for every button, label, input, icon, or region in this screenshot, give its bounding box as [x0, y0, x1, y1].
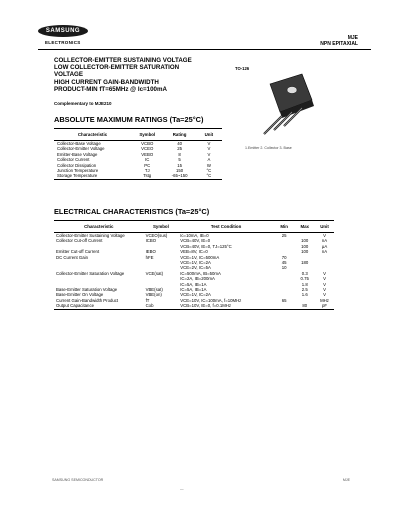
table-cell: 100	[301, 238, 309, 244]
table-cell: IEBO	[145, 249, 156, 255]
col-header: Characteristic	[54, 221, 144, 233]
table-cell: VCB=40V, IE=0, TJ=125°C	[180, 243, 232, 249]
table-cell: V	[323, 287, 326, 293]
table-cell: 25	[281, 233, 287, 238]
col-header: Test Condition	[178, 221, 274, 233]
table-cell: Cob	[144, 303, 179, 309]
table-cell: 100	[301, 243, 309, 249]
table-cell: V	[323, 292, 326, 298]
logo-subtitle: ELECTRONICS	[45, 40, 81, 45]
table-cell: Emitter-Base Voltage	[57, 151, 98, 157]
absolute-maximum-ratings-table	[54, 128, 222, 180]
table-cell: Collector Cut-off Current	[56, 238, 103, 244]
ec-heading: ELECTRICAL CHARACTERISTICS (Ta=25°C)	[54, 207, 210, 216]
table-cell: VEBO	[141, 151, 154, 157]
table-cell: Current Gain-Bandwidth Product	[56, 297, 119, 303]
table-row	[54, 303, 334, 309]
table-cell: 5	[178, 157, 181, 163]
samsung-logo	[38, 25, 88, 37]
part-number	[320, 35, 358, 47]
col-header: Symbol	[144, 221, 179, 233]
table-cell: V	[323, 270, 326, 276]
table-cell: 0.3	[301, 270, 308, 276]
part-line-2: NPN EPITAXIAL	[320, 41, 358, 47]
to126-package-drawing	[240, 70, 330, 142]
title-line: HIGH CURRENT GAIN-BANDWIDTH	[54, 78, 159, 86]
table-cell: VCE=1V, IC=500mA	[180, 254, 220, 260]
table-cell: VCB=40V, IE=0	[180, 238, 211, 244]
table-cell: Collector-Emitter Saturation Voltage	[56, 270, 125, 276]
table-cell: 1.8	[301, 281, 308, 287]
table-cell: V	[323, 276, 326, 282]
table-cell: 100	[301, 249, 309, 255]
col-header: Rating	[163, 129, 195, 141]
table-cell: Ic=10mA, IB=0	[180, 233, 209, 238]
table-cell: μA	[321, 243, 328, 249]
col-header: Characteristic	[54, 129, 131, 141]
table-cell: nA	[321, 249, 328, 255]
table-cell: VCE(sat)	[145, 270, 164, 276]
complementary-note: Complementary to MJE210	[54, 101, 112, 106]
table-row	[54, 173, 222, 179]
table-header-row	[54, 221, 334, 233]
table-cell: Collector Dissipation	[57, 162, 97, 168]
table-cell: 65	[281, 297, 287, 303]
table-cell: VBE(on)	[145, 292, 162, 298]
table-cell: MHz	[320, 297, 329, 303]
col-header: Min	[274, 221, 295, 233]
title-line: COLLECTOR-EMITTER SUSTAINING VOLTAGE	[54, 57, 192, 64]
table-cell: VCE=1V, IC=2A	[180, 260, 211, 266]
table-cell: 25	[177, 146, 182, 152]
amr-heading: ABSOLUTE MAXIMUM RATINGS (Ta=25°C)	[54, 115, 204, 124]
table-cell: DC Current Gain	[56, 254, 88, 260]
col-header: Unit	[315, 221, 334, 233]
table-cell: 45	[281, 260, 287, 266]
part-line-1: MJE	[347, 35, 358, 41]
table-cell: °C	[196, 173, 222, 179]
feature-titles	[54, 57, 192, 93]
table-cell: VCE=10V, IC=100mA, f=10MHz	[180, 297, 242, 303]
col-header: Unit	[196, 129, 222, 141]
table-cell: VCEO(sus)	[145, 233, 168, 238]
footer-right: MJE	[342, 478, 350, 482]
table-header-row	[54, 129, 222, 141]
table-cell: IC=500mA, IB=50mA	[180, 270, 221, 276]
table-cell: Output Capacitance	[54, 303, 144, 309]
table-cell: 180	[301, 260, 309, 266]
table-cell: V	[323, 233, 326, 238]
table-cell	[274, 303, 295, 309]
table-cell: nA	[321, 238, 328, 244]
table-cell: 40	[177, 141, 182, 146]
logo-text: SAMSUNG	[45, 28, 81, 34]
electrical-characteristics-table	[54, 220, 334, 310]
table-cell: °C	[206, 168, 212, 174]
table-cell: 1.6	[301, 292, 308, 298]
table-cell: VCB=10V, IE=0, f=0.1MHz	[178, 303, 274, 309]
table-cell: V	[207, 146, 211, 152]
table-cell: IC	[145, 157, 150, 163]
title-line: LOW COLLECTOR-EMITTER SATURATION	[54, 64, 180, 72]
table-cell: V	[207, 151, 211, 157]
table-cell: IC=5A, IB=1A	[180, 287, 207, 293]
table-cell: V	[207, 141, 211, 146]
header-rule	[38, 49, 371, 50]
footer-left: SAMSUNG SEMICONDUCTOR	[52, 478, 104, 482]
table-cell: -65~150	[163, 173, 195, 179]
table-cell: W	[206, 162, 211, 168]
table-cell: VCE=2V, IC=5A	[180, 265, 211, 271]
footer-center: —	[180, 487, 184, 491]
table-cell: Base-Emitter On Voltage	[56, 292, 104, 298]
title-line: VOLTAGE	[54, 71, 83, 79]
table-cell: IC=2A, IB=200mA	[180, 276, 215, 282]
table-cell: VEB=8V, IC=0	[180, 249, 208, 255]
table-cell: VCBO	[141, 141, 154, 146]
table-cell: 70	[281, 254, 287, 260]
table-cell: TJ	[144, 168, 150, 174]
table-cell: Tstg	[131, 173, 163, 179]
table-cell: VCEO	[141, 146, 154, 152]
table-cell: Emitter Cut-off Current	[56, 249, 100, 255]
table-cell: Collector-Base Voltage	[57, 141, 101, 146]
table-cell: 15	[177, 162, 182, 168]
table-cell: Junction Temperature	[57, 168, 99, 174]
table-cell: 8	[178, 151, 181, 157]
table-cell: Collector-Emitter Voltage	[57, 146, 105, 152]
table-cell: fT	[145, 297, 150, 303]
table-cell: 80	[294, 303, 315, 309]
table-cell: hFE	[145, 254, 154, 260]
table-cell: Collector-Emitter Sustaining Voltage	[56, 233, 125, 238]
table-cell: 150	[176, 168, 184, 174]
table-cell: Storage Temperature	[54, 173, 131, 179]
table-cell: 0.75	[300, 276, 309, 282]
table-cell: VBE(sat)	[145, 287, 163, 293]
pin-caption: 1.Emitter 2. Collector 3. Base	[245, 146, 292, 150]
table-cell: V	[323, 281, 326, 287]
table-cell: pF	[315, 303, 334, 309]
table-cell: ICBO	[145, 238, 157, 244]
table-cell: 2.5	[301, 287, 308, 293]
package-label: TO-126	[235, 66, 250, 71]
table-cell: PC	[144, 162, 151, 168]
table-cell: Collector Current	[57, 157, 90, 163]
col-header: Max	[294, 221, 315, 233]
table-cell: A	[207, 157, 211, 163]
table-cell: Base-Emitter Saturation Voltage	[56, 287, 118, 293]
table-cell: IC=5A, IB=1A	[180, 281, 207, 287]
table-cell: VCE=1V, IC=2A	[180, 292, 211, 298]
title-line: PRODUCT-MIN fT=65MHz @ Ic=100mA	[54, 85, 167, 93]
table-cell: 10	[281, 265, 287, 271]
col-header: Symbol	[131, 129, 163, 141]
